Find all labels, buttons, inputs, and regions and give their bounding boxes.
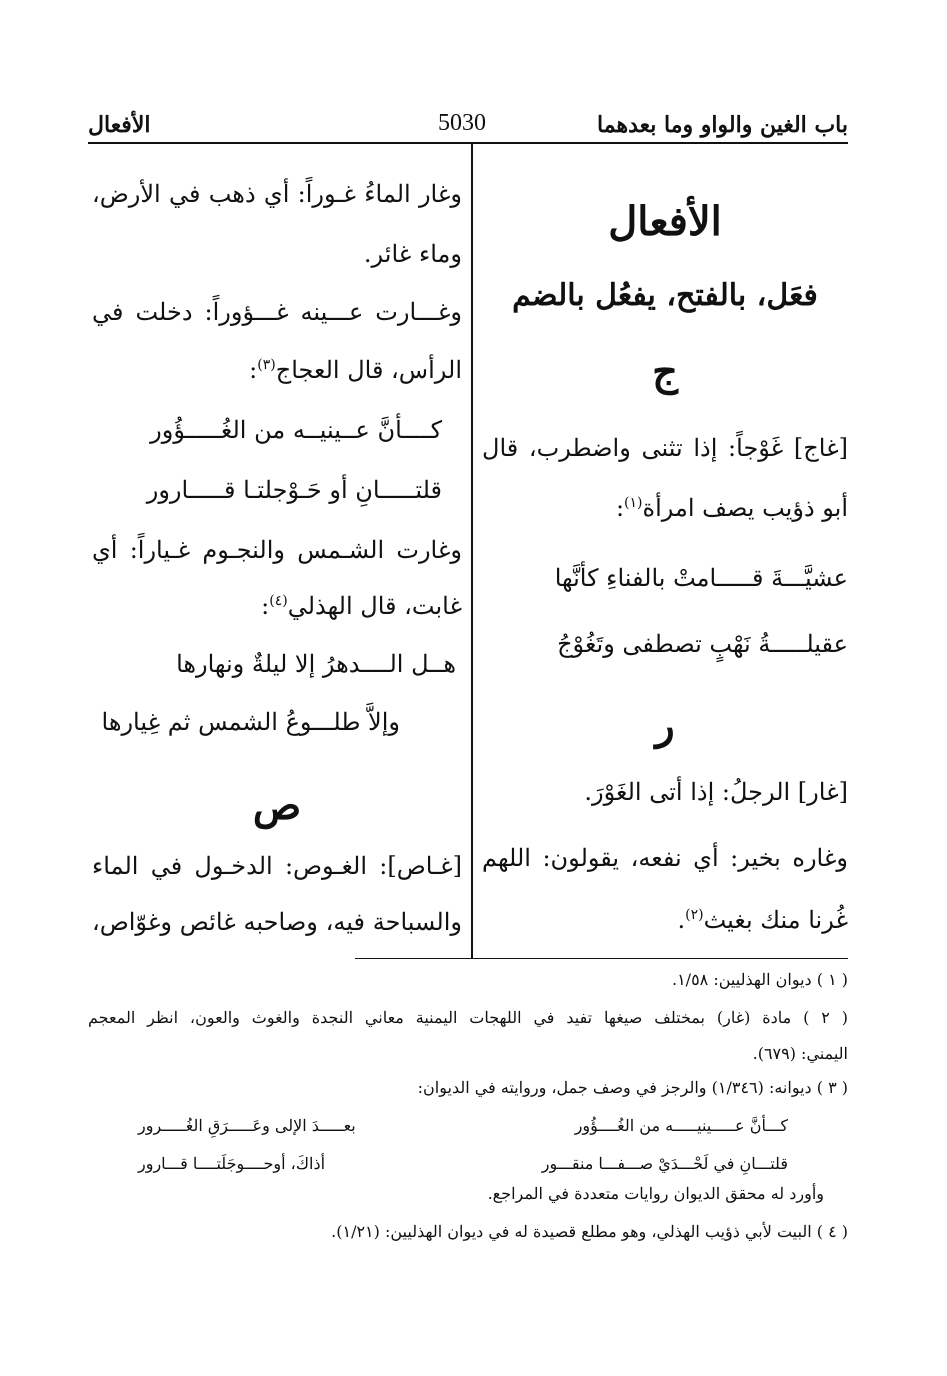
- header-section-title: باب الغين والواو وما بعدهما: [597, 112, 848, 138]
- left-line-6: [92, 592, 462, 620]
- footnote-3-verse-1a: كـــأنَّ عـــــينيـــــه من الغُــــؤُور: [574, 1116, 788, 1135]
- left-line-4-text: الرأس، قال العجاج: [275, 356, 462, 384]
- colon: :: [261, 592, 270, 620]
- left-line-1: وغار الماءُ غـوراً: أي ذهب في الأرض،: [92, 180, 462, 208]
- left-line-2: وماء غائر.: [363, 240, 462, 268]
- verse-line-2: عقيلـــــةُ نَهْبٍ تصطفى وتَغُوْجُ: [557, 630, 848, 658]
- letter-heading-ra: ر: [655, 702, 675, 749]
- left-line-6-text: غابت، قال الهذلي: [287, 592, 462, 620]
- entry-gharahu-line-2: [482, 906, 848, 934]
- running-header: [88, 104, 848, 144]
- footnote-ref-4: (٤): [269, 593, 288, 609]
- left-line-8: والسباحة فيه، وصاحبه غائص وغوّاص،: [92, 908, 462, 936]
- entry-gharahu-line-1: وغاره بخير: أي نفعه، يقولون: اللهم: [482, 844, 848, 872]
- footnote-2-line-2: اليمني: (٦٧٩).: [752, 1044, 848, 1063]
- footnote-4: ( ٤ ) البيت لأبي ذؤيب الهذلي، وهو مطلع قصيدة له في ديوان الهذليين: (١/٢١).: [331, 1222, 848, 1241]
- colon: :: [249, 356, 258, 384]
- entry-gharahu-text: غُرنا منك بغيث: [703, 906, 848, 934]
- letter-heading-sad: ص: [252, 782, 302, 829]
- header-topic: الأفعال: [88, 112, 151, 138]
- left-line-4: [92, 356, 462, 384]
- left-line-7: [غـاص]: الغـوص: الدخـول في الماء: [92, 852, 462, 880]
- footnote-ref-3: (٣): [257, 357, 276, 373]
- footnote-3: ( ٣ ) ديوانه: (١/٣٤٦) والرجز في وصف جمل، وروايته في الديوان:: [417, 1078, 848, 1097]
- entry-ghar: [غار] الرجلُ: إذا أتى الغَوْرَ.: [584, 778, 848, 806]
- period: .: [677, 906, 686, 934]
- footnote-3-end: وأورد له محقق الديوان روايات متعددة في المراجع.: [487, 1184, 824, 1203]
- footnote-ref-1: (١): [624, 495, 643, 511]
- left-line-3: وغـــارت عـــينه غـــؤوراً: دخلت في: [92, 298, 462, 326]
- column-divider: [471, 144, 473, 958]
- header-rule: [88, 142, 848, 144]
- footnote-3-verse-2b: أذاكَ، أوحــــوجَلَتــــا قـــارور: [138, 1154, 326, 1173]
- entry-ghaj-line-2: [482, 494, 848, 522]
- footnote-ref-2: (٢): [685, 907, 704, 923]
- footnote-rule: [355, 958, 848, 959]
- footnote-2-line-1: ( ٢ ) مادة (غار) بمختلف صيغها تفيد في اللهجات اليمنية معاني النجدة والغوث والعون، انظر المعجم: [88, 1008, 849, 1027]
- entry-ghaj-text: أبو ذؤيب يصف امرأة: [642, 494, 848, 522]
- left-line-5: وغارت الشـمس والنجـوم غـياراً: أي: [92, 536, 462, 564]
- entry-ghaj-line-1: [غاج] غَوْجاً: إذا تثنى واضطرب، قال: [482, 434, 848, 462]
- footnote-1: ( ١ ) ديوان الهذليين: ١/٥٨.: [671, 970, 848, 989]
- left-verse-4: وإلاَّ طلـــوعُ الشمس ثم غِيارها: [101, 708, 400, 736]
- section-subtitle: فعَل، بالفتح، يفعُل بالضم: [512, 278, 818, 313]
- page-number: 5030: [438, 110, 486, 136]
- footnote-3-verse-1b: بعـــــدَ الإلى وعَـــــرَقِ الغُـــــرور: [138, 1116, 356, 1135]
- letter-heading-jim: ج: [652, 348, 678, 395]
- left-verse-3: هــل الــــدهرُ إلا ليلةٌ ونهارها: [176, 650, 456, 678]
- verse-line-1: عشيَّـــةَ قـــــامتْ بالفناءِ كأنَّها: [554, 564, 848, 592]
- colon: :: [615, 494, 625, 522]
- left-verse-2: قلتـــــانِ أو حَـوْجلتـا قـــــارور: [146, 476, 442, 504]
- footnote-3-verse-2a: قلتـــانِ في لَحْـــدَيْ صـــفـــا منقـــور: [541, 1154, 788, 1173]
- section-title: الأفعال: [608, 198, 722, 245]
- left-verse-1: كــــأنَّ عــينيــه من الغُـــــؤُور: [150, 416, 442, 444]
